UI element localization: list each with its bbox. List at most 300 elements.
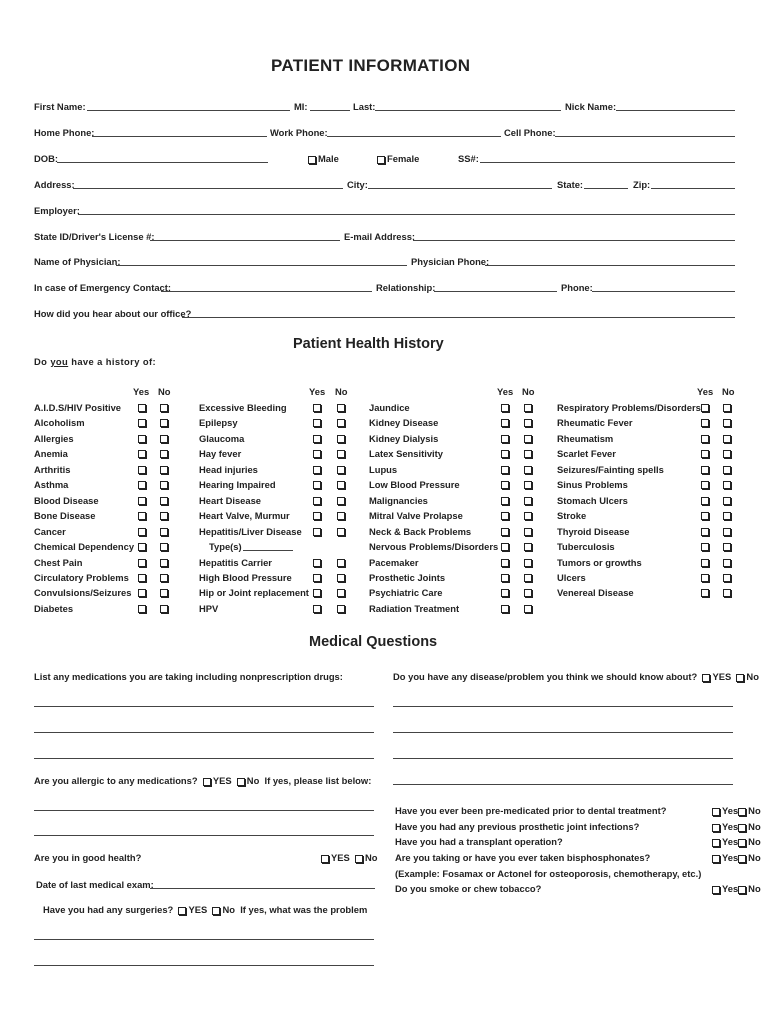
condition-no-checkbox[interactable] [160, 497, 168, 505]
condition-label: Diabetes [34, 602, 74, 614]
no-checkbox[interactable] [738, 824, 746, 832]
email-field[interactable] [413, 239, 735, 241]
condition-label: Stroke [557, 510, 587, 522]
condition-yes-checkbox[interactable] [138, 419, 146, 427]
condition-label: Rheumatic Fever [557, 417, 633, 429]
female-option[interactable] [377, 153, 419, 164]
condition-yes-checkbox[interactable] [138, 466, 146, 474]
condition-label: Pacemaker [369, 556, 419, 568]
surgeries-follow-text: If yes, what was the problem [240, 904, 368, 915]
emergency-phone-field[interactable] [592, 290, 735, 292]
condition-yes-checkbox[interactable] [701, 512, 709, 520]
condition-yes-checkbox[interactable] [701, 589, 709, 597]
physician-phone-label: Physician Phone: [411, 256, 490, 267]
condition-no-checkbox[interactable] [524, 574, 532, 582]
page-title: PATIENT INFORMATION [271, 56, 471, 75]
hepatitis-type-field[interactable] [243, 549, 293, 551]
condition-no-checkbox[interactable] [723, 466, 731, 474]
good-health-yes-label: YES [331, 852, 350, 863]
condition-no-checkbox[interactable] [160, 574, 168, 582]
condition-no-checkbox[interactable] [524, 543, 532, 551]
col4-no-header: No [722, 386, 735, 397]
condition-no-checkbox[interactable] [723, 543, 731, 551]
condition-yes-checkbox[interactable] [313, 450, 321, 458]
condition-label: Chemical Dependency [34, 541, 135, 553]
surgeries-yes-checkbox[interactable] [178, 907, 186, 915]
condition-yes-checkbox[interactable] [701, 481, 709, 489]
col1-no-header: No [158, 386, 171, 397]
condition-label: Neck & Back Problems [369, 525, 472, 537]
condition-yes-checkbox[interactable] [138, 574, 146, 582]
yes-checkbox[interactable] [712, 839, 720, 847]
condition-yes-checkbox[interactable] [313, 419, 321, 427]
yes-checkbox[interactable] [712, 855, 720, 863]
condition-label: Respiratory Problems/Disorders [557, 402, 701, 413]
yes-checkbox[interactable] [712, 886, 720, 894]
condition-label: Psychiatric Care [369, 587, 443, 599]
good-health-no-checkbox[interactable] [355, 855, 363, 863]
no-checkbox[interactable] [738, 808, 746, 816]
no-label: No [748, 852, 761, 863]
condition-yes-checkbox[interactable] [701, 528, 709, 536]
condition-no-checkbox[interactable] [337, 528, 345, 536]
yes-no-option-group [712, 805, 761, 816]
state-field[interactable] [584, 187, 628, 189]
condition-no-checkbox[interactable] [524, 497, 532, 505]
condition-label: Allergies [34, 432, 74, 444]
condition-no-checkbox[interactable] [160, 528, 168, 536]
yes-label: Yes [722, 852, 739, 863]
medications-line-1[interactable] [34, 705, 374, 707]
condition-no-checkbox[interactable] [337, 512, 345, 520]
condition-yes-checkbox[interactable] [701, 404, 709, 412]
last-name-label: Last: [353, 101, 376, 112]
condition-yes-checkbox[interactable] [138, 481, 146, 489]
allergic-yes-checkbox[interactable] [203, 778, 211, 786]
condition-yes-checkbox[interactable] [501, 419, 509, 427]
condition-yes-checkbox[interactable] [138, 450, 146, 458]
male-option[interactable] [308, 153, 339, 164]
condition-label: Mitral Valve Prolapse [369, 510, 463, 522]
home-phone-label: Home Phone: [34, 127, 95, 138]
physician-name-label: Name of Physician: [34, 256, 121, 267]
female-label: Female [387, 153, 420, 164]
condition-yes-checkbox[interactable] [501, 435, 509, 443]
yes-no-option-group [712, 821, 761, 832]
no-checkbox[interactable] [738, 839, 746, 847]
dob-label: DOB: [34, 153, 58, 164]
condition-yes-checkbox[interactable] [501, 605, 509, 613]
disease-question-text: Do you have any disease/problem you think we should know about? [393, 671, 698, 682]
last-exam-field[interactable] [150, 887, 375, 889]
nick-name-label: Nick Name: [565, 101, 617, 112]
condition-no-checkbox[interactable] [337, 497, 345, 505]
surgeries-yes-label: YES [188, 904, 208, 915]
condition-label: Jaundice [369, 402, 410, 413]
male-label: Male [318, 153, 339, 164]
first-name-label: First Name: [34, 101, 86, 112]
yes-label: Yes [722, 821, 739, 832]
condition-label: Rheumatism [557, 432, 614, 444]
condition-yes-checkbox[interactable] [313, 466, 321, 474]
allergic-question [34, 775, 371, 786]
condition-label: Alcoholism [34, 417, 85, 429]
condition-label: Hay fever [199, 448, 242, 460]
bisphosphonates-example: (Example: Fosamax or Actonel for osteoporosis, chemotherapy, etc.) [395, 868, 702, 879]
condition-label: Blood Disease [34, 494, 99, 506]
condition-label: Head injuries [199, 463, 258, 475]
city-field[interactable] [368, 187, 552, 189]
medications-line-3[interactable] [34, 757, 374, 759]
condition-label: Nervous Problems/Disorders [369, 541, 499, 553]
condition-yes-checkbox[interactable] [138, 589, 146, 597]
ss-field[interactable] [480, 161, 735, 163]
disease-line-1[interactable] [393, 705, 733, 707]
history-prompt [34, 356, 156, 367]
condition-label: Convulsions/Seizures [34, 587, 132, 599]
surgeries-question-text: Have you had any surgeries? [43, 904, 174, 915]
condition-no-checkbox[interactable] [337, 589, 345, 597]
condition-label: Chest Pain [34, 556, 83, 568]
work-phone-label: Work Phone: [270, 127, 328, 138]
condition-no-checkbox[interactable] [723, 497, 731, 505]
condition-yes-checkbox[interactable] [313, 605, 321, 613]
nick-name-field[interactable] [616, 109, 735, 111]
condition-no-checkbox[interactable] [160, 481, 168, 489]
condition-yes-checkbox[interactable] [501, 450, 509, 458]
history-prompt-pre: Do [34, 356, 51, 367]
condition-label: Latex Sensitivity [369, 448, 443, 460]
col1-yes-header: Yes [133, 386, 150, 397]
surgeries-question [43, 904, 367, 915]
condition-label: Seizures/Fainting spells [557, 463, 664, 475]
col2-no-header: No [335, 386, 348, 397]
condition-no-checkbox[interactable] [723, 435, 731, 443]
how-hear-label: How did you hear about our office? [34, 308, 192, 319]
history-prompt-post: have a history of: [68, 356, 157, 367]
good-health-yes-checkbox[interactable] [321, 855, 329, 863]
condition-no-checkbox[interactable] [524, 605, 532, 613]
condition-no-checkbox[interactable] [337, 605, 345, 613]
state-label: State: [557, 179, 584, 190]
condition-yes-checkbox[interactable] [138, 497, 146, 505]
condition-no-checkbox[interactable] [524, 419, 532, 427]
condition-no-checkbox[interactable] [160, 404, 168, 412]
physician-phone-field[interactable] [485, 264, 735, 266]
condition-yes-checkbox[interactable] [313, 481, 321, 489]
email-label: E-mail Address: [344, 231, 416, 242]
state-id-field[interactable] [150, 239, 340, 241]
allergic-question-text: Are you allergic to any medications? [34, 775, 198, 786]
condition-label: Kidney Dialysis [369, 432, 439, 444]
surgeries-no-checkbox[interactable] [212, 907, 220, 915]
condition-label: Epilepsy [199, 417, 238, 429]
yes-no-option-group [712, 852, 761, 863]
yes-label: Yes [722, 805, 739, 816]
surgeries-line-2[interactable] [34, 964, 374, 966]
condition-no-checkbox[interactable] [723, 559, 731, 567]
phone-label: Phone: [561, 282, 593, 293]
allergic-no-checkbox[interactable] [237, 778, 245, 786]
condition-yes-checkbox[interactable] [313, 589, 321, 597]
condition-no-checkbox[interactable] [160, 589, 168, 597]
condition-label: Scarlet Fever [557, 448, 616, 460]
condition-label: Thyroid Disease [557, 525, 630, 537]
condition-yes-checkbox[interactable] [313, 559, 321, 567]
condition-yes-checkbox[interactable] [501, 574, 509, 582]
condition-label: Hepatitis Carrier [199, 556, 272, 568]
health-history-title: Patient Health History [293, 336, 444, 352]
good-health-options [321, 852, 377, 863]
no-label: No [748, 805, 761, 816]
mi-label: MI: [294, 101, 308, 112]
condition-no-checkbox[interactable] [723, 450, 731, 458]
condition-yes-checkbox[interactable] [701, 574, 709, 582]
zip-field[interactable] [651, 187, 735, 189]
no-checkbox[interactable] [738, 886, 746, 894]
last-exam-label: Date of last medical exam: [36, 879, 154, 890]
condition-label: Venereal Disease [557, 587, 634, 599]
surgeries-no-label: No [222, 904, 235, 915]
condition-yes-checkbox[interactable] [501, 512, 509, 520]
condition-no-checkbox[interactable] [723, 589, 731, 597]
col4-yes-header: Yes [697, 386, 714, 397]
condition-label: Ulcers [557, 571, 586, 583]
work-phone-field[interactable] [327, 135, 501, 137]
premedicated-question: Have you ever been pre-medicated prior to dental treatment? [395, 805, 667, 816]
condition-yes-checkbox[interactable] [313, 404, 321, 412]
yes-no-option-group [712, 836, 761, 847]
yes-label: Yes [722, 836, 739, 847]
no-label: No [748, 883, 761, 894]
condition-no-checkbox[interactable] [524, 404, 532, 412]
good-health-question: Are you in good health? [34, 852, 142, 863]
bisphosphonates-question: Are you taking or have you ever taken bisphosphonates? [395, 852, 651, 863]
col3-no-header: No [522, 386, 535, 397]
address-label: Address: [34, 179, 75, 190]
condition-label: A.I.D.S/HIV Positive [34, 402, 122, 413]
condition-label: Low Blood Pressure [369, 479, 460, 491]
surgeries-line-1[interactable] [34, 938, 374, 940]
condition-no-checkbox[interactable] [337, 419, 345, 427]
condition-no-checkbox[interactable] [723, 528, 731, 536]
disease-line-3[interactable] [393, 757, 733, 759]
city-label: City: [347, 179, 368, 190]
condition-no-checkbox[interactable] [524, 528, 532, 536]
condition-yes-checkbox[interactable] [313, 512, 321, 520]
condition-yes-checkbox[interactable] [138, 512, 146, 520]
no-label: No [748, 821, 761, 832]
disease-line-2[interactable] [393, 731, 733, 733]
condition-yes-checkbox[interactable] [313, 528, 321, 536]
condition-label: Hearing Impaired [199, 479, 276, 491]
condition-no-checkbox[interactable] [524, 559, 532, 567]
condition-no-checkbox[interactable] [160, 435, 168, 443]
disease-yes-label: YES [712, 671, 732, 682]
condition-yes-checkbox[interactable] [138, 605, 146, 613]
physician-name-field[interactable] [116, 264, 407, 266]
col2-yes-header: Yes [309, 386, 326, 397]
yes-checkbox[interactable] [712, 808, 720, 816]
condition-label: Lupus [369, 463, 398, 475]
employer-field[interactable] [78, 213, 735, 215]
condition-yes-checkbox[interactable] [313, 574, 321, 582]
disease-no-checkbox[interactable] [736, 674, 744, 682]
emergency-contact-field[interactable] [161, 290, 372, 292]
cell-phone-label: Cell Phone: [504, 127, 556, 138]
allergic-follow-text: If yes, please list below: [264, 775, 372, 786]
condition-yes-checkbox[interactable] [501, 404, 509, 412]
address-field[interactable] [73, 187, 343, 189]
condition-label: Heart Disease [199, 494, 262, 506]
condition-label: Tuberculosis [557, 541, 615, 553]
condition-label: Kidney Disease [369, 417, 439, 429]
condition-no-checkbox[interactable] [337, 559, 345, 567]
condition-no-checkbox[interactable] [524, 589, 532, 597]
condition-label: High Blood Pressure [199, 571, 292, 583]
condition-yes-checkbox[interactable] [138, 404, 146, 412]
relationship-label: Relationship: [376, 282, 436, 293]
condition-no-checkbox[interactable] [160, 605, 168, 613]
condition-no-checkbox[interactable] [160, 466, 168, 474]
condition-label: Arthritis [34, 463, 71, 475]
condition-no-checkbox[interactable] [160, 543, 168, 551]
condition-yes-checkbox[interactable] [501, 497, 509, 505]
condition-yes-checkbox[interactable] [701, 559, 709, 567]
condition-label: Radiation Treatment [369, 602, 460, 614]
medical-questions-title: Medical Questions [309, 634, 438, 650]
condition-yes-checkbox[interactable] [138, 528, 146, 536]
condition-yes-checkbox[interactable] [701, 466, 709, 474]
transplant-question: Have you had a transplant operation? [395, 836, 563, 847]
allergic-yes-label: YES [212, 775, 232, 786]
condition-no-checkbox[interactable] [524, 435, 532, 443]
condition-no-checkbox[interactable] [160, 559, 168, 567]
female-checkbox[interactable] [377, 156, 385, 164]
employer-label: Employer: [34, 205, 80, 216]
condition-label: Circulatory Problems [34, 571, 129, 583]
condition-label: Type(s) [209, 541, 242, 553]
condition-label: Hepatitis/Liver Disease [199, 525, 302, 537]
condition-label: Asthma [34, 479, 69, 491]
condition-no-checkbox[interactable] [723, 574, 731, 582]
condition-label: Stomach Ulcers [557, 494, 628, 506]
condition-yes-checkbox[interactable] [138, 543, 146, 551]
relationship-field[interactable] [434, 290, 557, 292]
condition-label: Hip or Joint replacement [199, 587, 309, 599]
condition-label: Excessive Bleeding [199, 402, 287, 413]
condition-label: HPV [199, 602, 219, 614]
cell-phone-field[interactable] [555, 135, 735, 137]
disease-no-label: No [746, 671, 759, 682]
home-phone-field[interactable] [92, 135, 267, 137]
yes-checkbox[interactable] [712, 824, 720, 832]
condition-no-checkbox[interactable] [337, 450, 345, 458]
condition-label: Glaucoma [199, 432, 245, 444]
condition-yes-checkbox[interactable] [313, 497, 321, 505]
condition-yes-checkbox[interactable] [501, 559, 509, 567]
condition-label: Malignancies [369, 494, 428, 506]
emergency-contact-label: In case of Emergency Contact: [34, 282, 172, 293]
condition-yes-checkbox[interactable] [501, 543, 509, 551]
condition-label: Heart Valve, Murmur [199, 510, 290, 522]
condition-yes-checkbox[interactable] [138, 435, 146, 443]
first-name-field[interactable] [87, 109, 290, 111]
allergic-no-label: No [246, 775, 260, 786]
good-health-no-label: No [364, 852, 378, 863]
condition-no-checkbox[interactable] [160, 419, 168, 427]
condition-no-checkbox[interactable] [524, 481, 532, 489]
condition-no-checkbox[interactable] [723, 404, 731, 412]
condition-yes-checkbox[interactable] [501, 528, 509, 536]
condition-yes-checkbox[interactable] [701, 435, 709, 443]
how-hear-field[interactable] [182, 316, 735, 318]
ss-label: SS#: [458, 153, 479, 164]
medications-line-2[interactable] [34, 731, 374, 733]
no-label: No [748, 836, 761, 847]
condition-no-checkbox[interactable] [723, 512, 731, 520]
condition-no-checkbox[interactable] [723, 419, 731, 427]
condition-no-checkbox[interactable] [337, 435, 345, 443]
condition-yes-checkbox[interactable] [313, 435, 321, 443]
allergies-line-2[interactable] [34, 834, 374, 836]
condition-no-checkbox[interactable] [337, 466, 345, 474]
zip-label: Zip: [633, 179, 651, 190]
condition-yes-checkbox[interactable] [138, 559, 146, 567]
condition-no-checkbox[interactable] [524, 512, 532, 520]
condition-yes-checkbox[interactable] [701, 543, 709, 551]
state-id-label: State ID/Driver's License #: [34, 231, 155, 242]
condition-no-checkbox[interactable] [524, 466, 532, 474]
condition-label: Cancer [34, 525, 66, 537]
condition-no-checkbox[interactable] [160, 450, 168, 458]
disease-question [393, 671, 759, 682]
condition-no-checkbox[interactable] [160, 512, 168, 520]
history-prompt-you: you [50, 356, 69, 367]
condition-yes-checkbox[interactable] [701, 419, 709, 427]
condition-label: Prosthetic Joints [369, 571, 446, 583]
last-name-field[interactable] [375, 109, 561, 111]
condition-yes-checkbox[interactable] [701, 450, 709, 458]
male-checkbox[interactable] [308, 156, 316, 164]
condition-label: Sinus Problems [557, 479, 628, 491]
condition-no-checkbox[interactable] [337, 574, 345, 582]
condition-no-checkbox[interactable] [524, 450, 532, 458]
condition-label: Tumors or growths [557, 556, 642, 568]
condition-yes-checkbox[interactable] [501, 466, 509, 474]
disease-line-4[interactable] [393, 783, 733, 785]
condition-no-checkbox[interactable] [723, 481, 731, 489]
condition-yes-checkbox[interactable] [501, 481, 509, 489]
condition-label: Anemia [34, 448, 68, 460]
mi-field[interactable] [310, 109, 350, 111]
col3-yes-header: Yes [497, 386, 514, 397]
condition-yes-checkbox[interactable] [501, 589, 509, 597]
disease-yes-checkbox[interactable] [702, 674, 710, 682]
dob-field[interactable] [57, 161, 268, 163]
allergies-line-1[interactable] [34, 809, 374, 811]
yes-label: Yes [722, 883, 739, 894]
no-checkbox[interactable] [738, 855, 746, 863]
medications-label: List any medications you are taking including nonprescription drugs: [34, 671, 343, 682]
condition-no-checkbox[interactable] [337, 481, 345, 489]
smoke-question: Do you smoke or chew tobacco? [395, 883, 542, 894]
condition-label: Bone Disease [34, 510, 96, 522]
yes-no-option-group [712, 883, 761, 894]
prosthetic-infection-question: Have you had any previous prosthetic joint infections? [395, 821, 640, 832]
condition-yes-checkbox[interactable] [701, 497, 709, 505]
condition-no-checkbox[interactable] [337, 404, 345, 412]
